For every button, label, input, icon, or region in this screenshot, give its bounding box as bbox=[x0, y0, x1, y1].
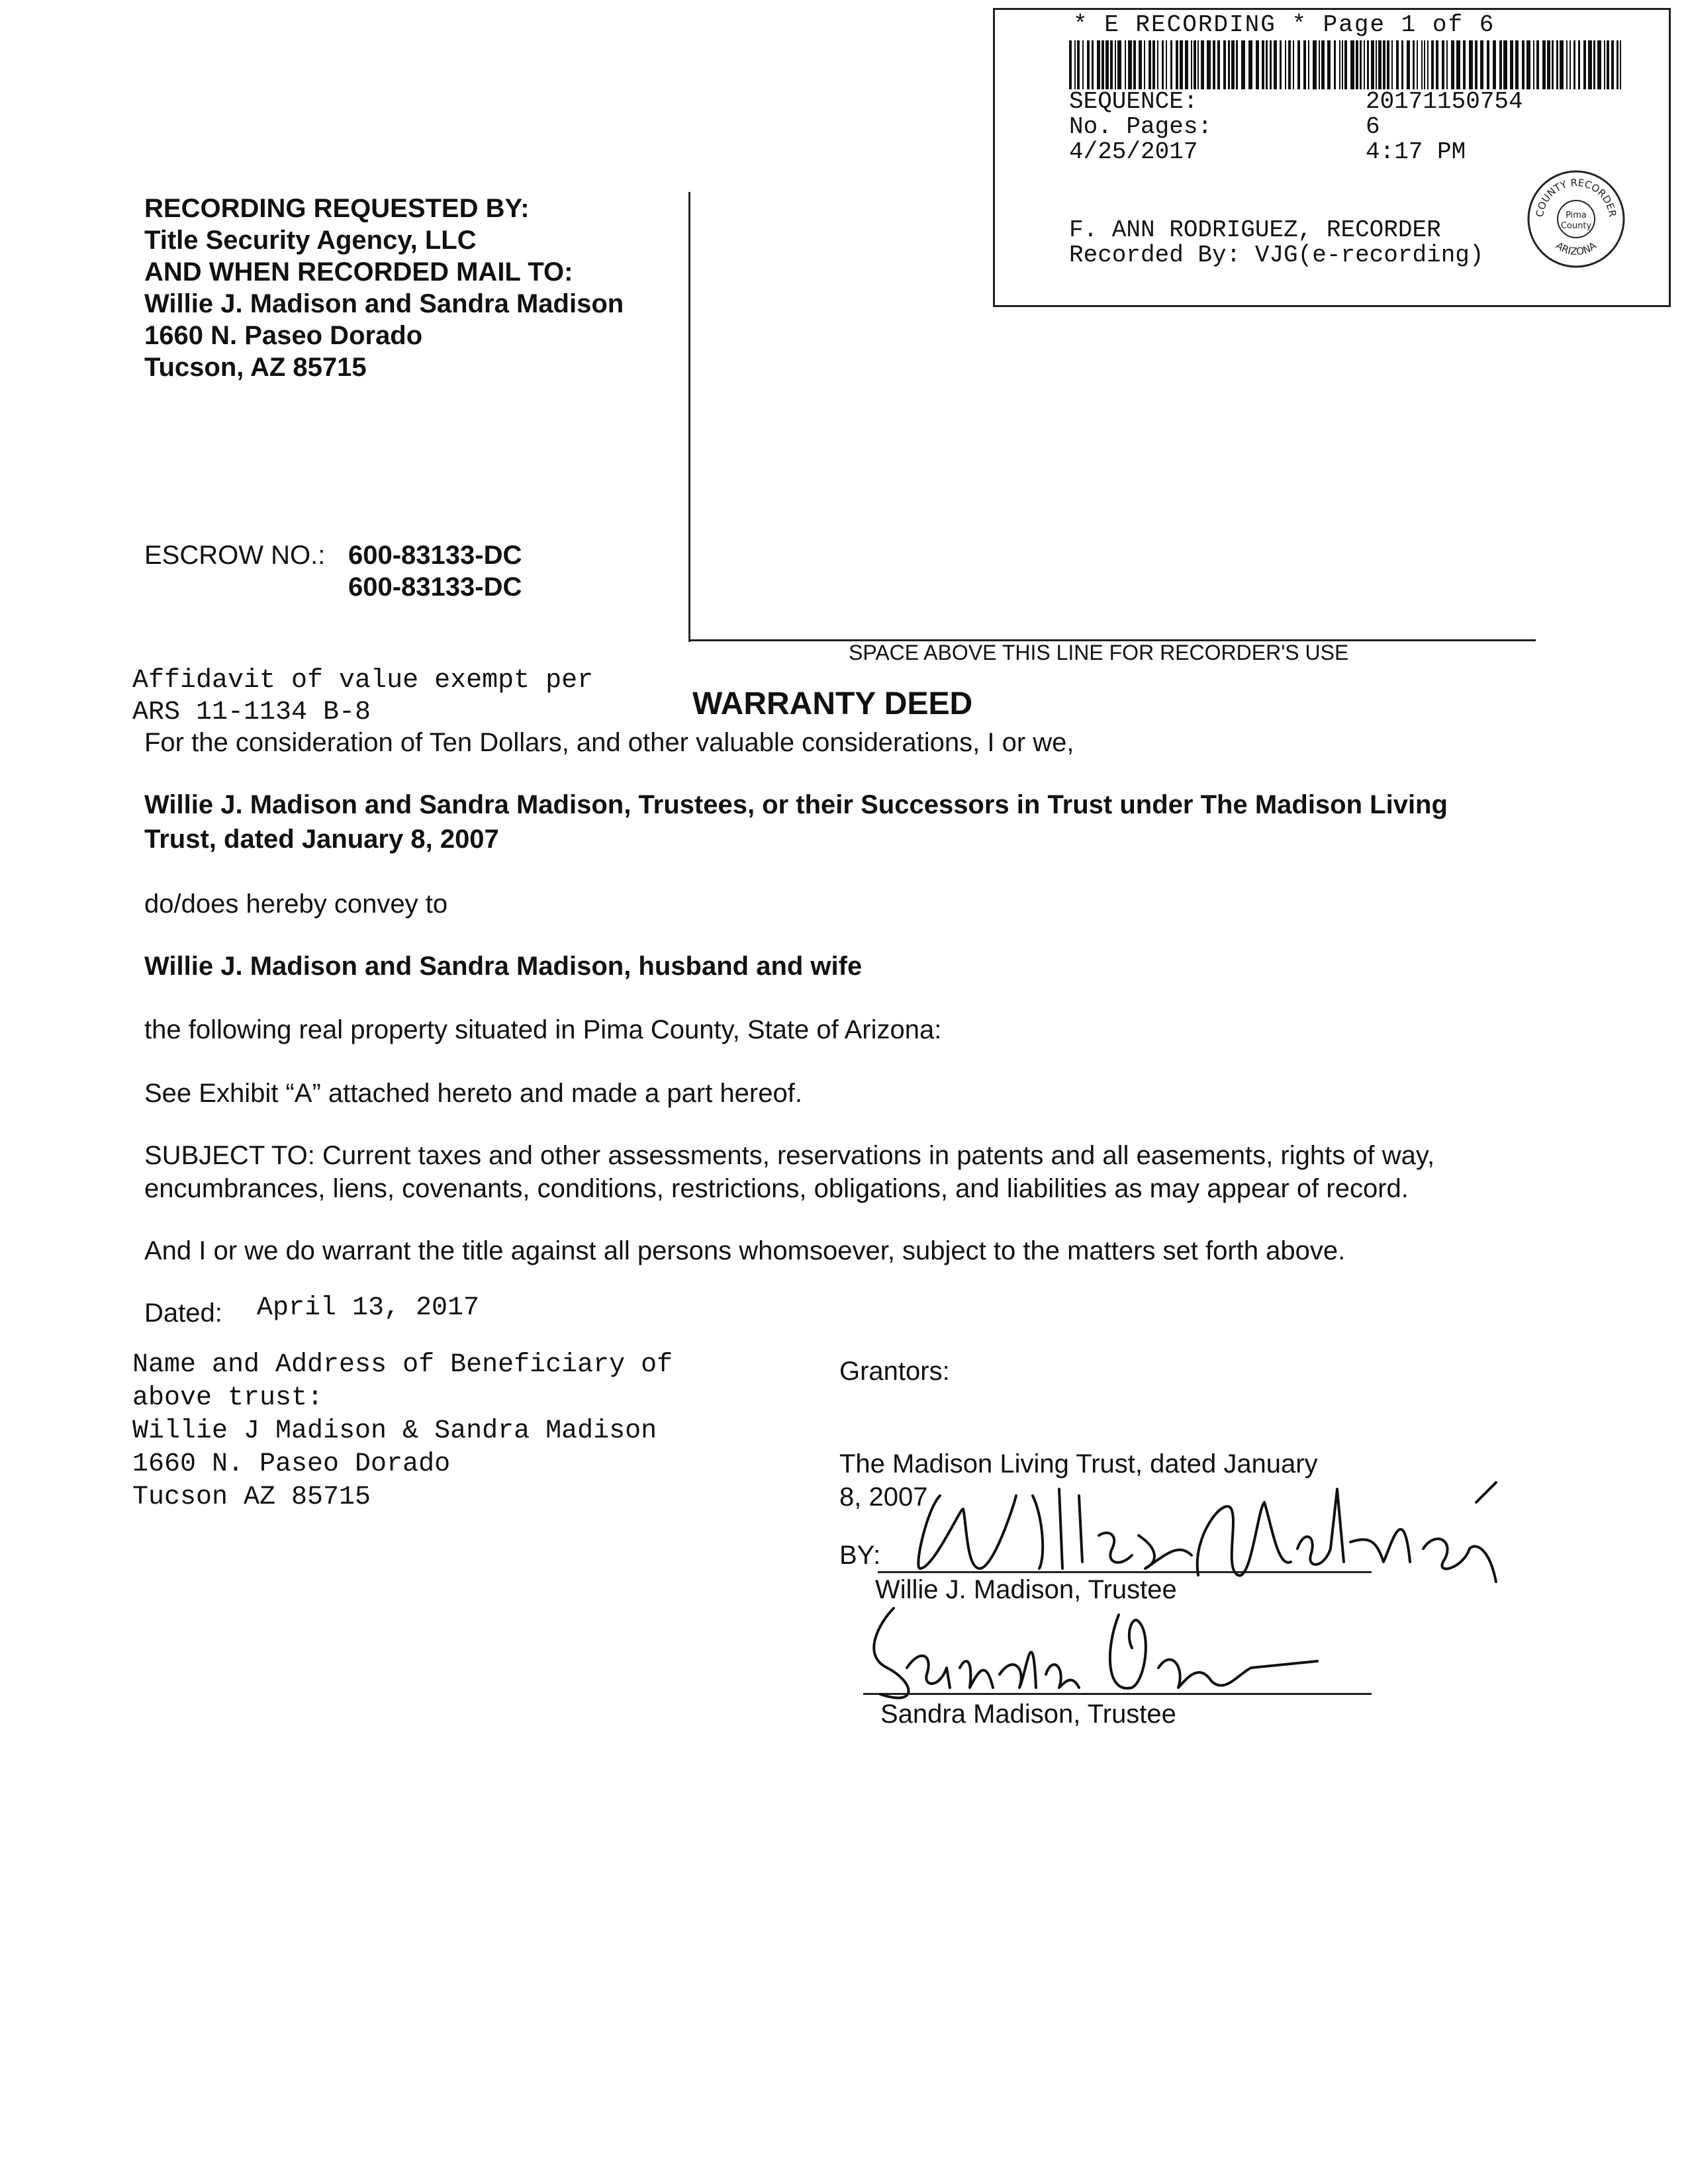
barcode-bar bbox=[1327, 40, 1331, 89]
barcode-bar bbox=[1270, 40, 1272, 89]
barcode-bar bbox=[1303, 40, 1306, 89]
barcode-bar bbox=[1197, 40, 1199, 89]
barcode bbox=[1069, 40, 1625, 89]
barcode-bar bbox=[1469, 40, 1473, 89]
barcode-bar bbox=[1105, 40, 1109, 89]
barcode-bar bbox=[1573, 40, 1575, 89]
grantors-line-1: Willie J. Madison and Sandra Madison, Trustees, or their Successors in Trust under The Madison Living bbox=[144, 790, 1448, 819]
recorder-stamp-box bbox=[993, 8, 1671, 307]
barcode-bar bbox=[1533, 40, 1534, 89]
stamp-header: * E RECORDING * Page 1 of 6 bbox=[1073, 11, 1495, 38]
recording-date: 4/25/2017 bbox=[1069, 138, 1198, 165]
barcode-bar bbox=[1451, 40, 1454, 89]
barcode-bar bbox=[1396, 40, 1399, 89]
barcode-bar bbox=[1542, 40, 1546, 89]
subject-to-line-1: SUBJECT TO: Current taxes and other assessments, reservations in patents and all easements, rights of way, bbox=[144, 1141, 1435, 1170]
signer-1-name: Willie J. Madison, Trustee bbox=[875, 1575, 1177, 1604]
escrow-number-1: 600-83133-DC bbox=[348, 541, 522, 570]
svg-text:ARIZONA bbox=[1554, 240, 1599, 258]
barcode-bar bbox=[1499, 40, 1502, 89]
barcode-bar bbox=[1360, 40, 1362, 89]
barcode-bar bbox=[1207, 40, 1211, 89]
subject-to-line-2: encumbrances, liens, covenants, conditions, restrictions, obligations, and liabilities as may appear of record. bbox=[144, 1174, 1409, 1203]
sequence-label: SEQUENCE: bbox=[1069, 88, 1198, 115]
beneficiary-line-5: Tucson AZ 85715 bbox=[132, 1482, 371, 1512]
grantors-line-2: Trust, dated January 8, 2007 bbox=[144, 825, 499, 854]
barcode-bar bbox=[1115, 40, 1116, 89]
escrow-number-2: 600-83133-DC bbox=[348, 572, 522, 602]
recorder-name: F. ANN RODRIGUEZ, RECORDER bbox=[1069, 216, 1441, 244]
signer-2-name: Sandra Madison, Trustee bbox=[880, 1700, 1176, 1729]
barcode-bar bbox=[1144, 40, 1145, 89]
beneficiary-line-4: 1660 N. Paseo Dorado bbox=[132, 1449, 451, 1479]
barcode-bar bbox=[1436, 40, 1438, 89]
barcode-bar bbox=[1371, 40, 1374, 89]
barcode-bar bbox=[1536, 40, 1539, 89]
barcode-bar bbox=[1082, 40, 1084, 89]
exhibit-text: See Exhibit “A” attached hereto and made a part hereof. bbox=[144, 1079, 802, 1108]
barcode-bar bbox=[1617, 40, 1618, 89]
barcode-bar bbox=[1611, 40, 1614, 89]
barcode-bar bbox=[1213, 40, 1215, 89]
barcode-bar bbox=[1139, 40, 1142, 89]
barcode-bar bbox=[1547, 40, 1550, 89]
consideration-text: For the consideration of Ten Dollars, and other valuable considerations, I or we, bbox=[144, 728, 1074, 757]
barcode-bar bbox=[1223, 40, 1226, 89]
recording-box-divider bbox=[688, 192, 690, 642]
requested-by-label: RECORDING REQUESTED BY: bbox=[144, 194, 530, 223]
barcode-bar bbox=[1522, 40, 1524, 89]
barcode-bar bbox=[1241, 40, 1245, 89]
signature-sandra-madison bbox=[854, 1595, 1370, 1714]
beneficiary-line-2: above trust: bbox=[132, 1383, 324, 1413]
barcode-bar bbox=[1256, 40, 1259, 89]
signature-willie-madison bbox=[880, 1469, 1529, 1602]
seal-center-text-2: County bbox=[1560, 221, 1592, 231]
barcode-bar bbox=[1367, 40, 1369, 89]
barcode-bar bbox=[1262, 40, 1264, 89]
barcode-bar bbox=[1515, 40, 1519, 89]
barcode-bar bbox=[1350, 40, 1354, 89]
sequence-value: 20171150754 bbox=[1366, 88, 1523, 115]
dated-value: April 13, 2017 bbox=[257, 1293, 480, 1323]
barcode-bar bbox=[1180, 40, 1183, 89]
barcode-bar bbox=[1297, 40, 1300, 89]
grantees-text: Willie J. Madison and Sandra Madison, husband and wife bbox=[144, 952, 863, 981]
barcode-bar bbox=[1556, 40, 1558, 89]
barcode-bar bbox=[1092, 40, 1094, 89]
barcode-bar bbox=[1401, 40, 1403, 89]
barcode-bar bbox=[1607, 40, 1609, 89]
barcode-bar bbox=[1427, 40, 1429, 89]
barcode-bar bbox=[1185, 40, 1188, 89]
barcode-bar bbox=[1566, 40, 1568, 89]
barcode-bar bbox=[1157, 40, 1158, 89]
seal-top-text: COUNTY RECORDER bbox=[1533, 176, 1619, 218]
barcode-bar bbox=[1387, 40, 1389, 89]
barcode-bar bbox=[1413, 40, 1415, 89]
pages-label: No. Pages: bbox=[1069, 113, 1213, 140]
affidavit-line-2: ARS 11-1134 B-8 bbox=[132, 698, 371, 727]
barcode-bar bbox=[1456, 40, 1460, 89]
barcode-bar bbox=[1194, 40, 1196, 89]
barcode-bar bbox=[1342, 40, 1343, 89]
grantors-label: Grantors: bbox=[839, 1357, 950, 1386]
barcode-bar bbox=[1560, 40, 1564, 89]
trust-name-line-1: The Madison Living Trust, dated January bbox=[839, 1449, 1318, 1479]
barcode-bar bbox=[1588, 40, 1592, 89]
county-recorder-seal bbox=[1524, 167, 1628, 271]
barcode-bar bbox=[1583, 40, 1586, 89]
barcode-bar bbox=[1480, 40, 1483, 89]
mail-to-label: AND WHEN RECORDED MAIL TO: bbox=[144, 257, 573, 287]
barcode-bar bbox=[1288, 40, 1291, 89]
barcode-bar bbox=[1176, 40, 1178, 89]
barcode-bar bbox=[1510, 40, 1513, 89]
mail-to-city: Tucson, AZ 85715 bbox=[144, 353, 367, 382]
barcode-bar bbox=[1503, 40, 1507, 89]
seal-bottom-text: ARIZONA bbox=[1554, 239, 1599, 258]
barcode-bar bbox=[1424, 40, 1425, 89]
barcode-bar bbox=[1248, 40, 1252, 89]
mail-to-name: Willie J. Madison and Sandra Madison bbox=[144, 289, 624, 318]
barcode-bar bbox=[1407, 40, 1410, 89]
recorded-by: Recorded By: VJG(e-recording) bbox=[1069, 242, 1484, 269]
barcode-bar bbox=[1526, 40, 1530, 89]
affidavit-line-1: Affidavit of value exempt per bbox=[132, 666, 594, 696]
barcode-bar bbox=[1110, 40, 1113, 89]
barcode-bar bbox=[1166, 40, 1167, 89]
barcode-bar bbox=[1231, 40, 1235, 89]
barcode-bar bbox=[1593, 40, 1595, 89]
barcode-bar bbox=[1493, 40, 1496, 89]
barcode-bar bbox=[1274, 40, 1277, 89]
barcode-bar bbox=[1475, 40, 1477, 89]
barcode-bar bbox=[1217, 40, 1220, 89]
by-label: BY: bbox=[839, 1541, 881, 1570]
barcode-bar bbox=[1170, 40, 1172, 89]
barcode-bar bbox=[1597, 40, 1601, 89]
barcode-bar bbox=[1228, 40, 1230, 89]
barcode-bar bbox=[1077, 40, 1080, 89]
barcode-bar bbox=[1321, 40, 1325, 89]
barcode-bar bbox=[1201, 40, 1204, 89]
barcode-bar bbox=[1383, 40, 1385, 89]
barcode-bar bbox=[1125, 40, 1126, 89]
warranty-text: And I or we do warrant the title against all persons whomsoever, subject to the matters set forth above. bbox=[144, 1236, 1346, 1265]
barcode-bar bbox=[1117, 40, 1121, 89]
property-text: the following real property situated in Pima County, State of Arizona: bbox=[144, 1015, 942, 1044]
barcode-bar bbox=[1376, 40, 1377, 89]
barcode-bar bbox=[1313, 40, 1317, 89]
trust-name-line-2: 8, 2007 bbox=[839, 1482, 928, 1512]
barcode-bar bbox=[1421, 40, 1423, 89]
barcode-bar bbox=[1442, 40, 1444, 89]
recorder-space-label: SPACE ABOVE THIS LINE FOR RECORDER'S USE bbox=[849, 641, 1349, 664]
barcode-bar bbox=[1487, 40, 1489, 89]
barcode-bar bbox=[1069, 40, 1072, 89]
barcode-bar bbox=[1604, 40, 1605, 89]
barcode-bar bbox=[1391, 40, 1393, 89]
barcode-bar bbox=[1293, 40, 1294, 89]
barcode-bar bbox=[1152, 40, 1155, 89]
barcode-bar bbox=[1364, 40, 1365, 89]
barcode-bar bbox=[1339, 40, 1340, 89]
barcode-bar bbox=[1087, 40, 1090, 89]
barcode-bar bbox=[1552, 40, 1554, 89]
barcode-bar bbox=[1378, 40, 1382, 89]
barcode-bar bbox=[1133, 40, 1136, 89]
convey-text: do/does hereby convey to bbox=[144, 889, 448, 919]
barcode-bar bbox=[1102, 40, 1104, 89]
escrow-label: ESCROW NO.: bbox=[144, 541, 326, 570]
barcode-bar bbox=[1285, 40, 1286, 89]
barcode-bar bbox=[1128, 40, 1132, 89]
barcode-bar bbox=[1463, 40, 1466, 89]
recording-time: 4:17 PM bbox=[1366, 138, 1466, 165]
barcode-bar bbox=[1308, 40, 1309, 89]
barcode-bar bbox=[1280, 40, 1282, 89]
mail-to-street: 1660 N. Paseo Dorado bbox=[144, 321, 423, 350]
beneficiary-line-1: Name and Address of Beneficiary of bbox=[132, 1350, 673, 1380]
barcode-bar bbox=[1356, 40, 1358, 89]
barcode-bar bbox=[1097, 40, 1100, 89]
requested-by-company: Title Security Agency, LLC bbox=[144, 226, 477, 255]
barcode-bar bbox=[1431, 40, 1434, 89]
dated-label: Dated: bbox=[144, 1298, 222, 1328]
barcode-bar bbox=[1074, 40, 1076, 89]
seal-center-text-1: Pima bbox=[1566, 210, 1587, 220]
barcode-bar bbox=[1319, 40, 1320, 89]
barcode-bar bbox=[1578, 40, 1580, 89]
barcode-bar bbox=[1620, 40, 1621, 89]
beneficiary-line-3: Willie J Madison & Sandra Madison bbox=[132, 1416, 657, 1446]
barcode-bar bbox=[1191, 40, 1192, 89]
barcode-bar bbox=[1344, 40, 1347, 89]
document-title: WARRANTY DEED bbox=[692, 686, 973, 721]
barcode-bar bbox=[1236, 40, 1238, 89]
barcode-bar bbox=[1446, 40, 1448, 89]
barcode-bar bbox=[1149, 40, 1151, 89]
barcode-bar bbox=[1162, 40, 1164, 89]
barcode-bar bbox=[1417, 40, 1418, 89]
barcode-bar bbox=[1334, 40, 1336, 89]
barcode-bar bbox=[1570, 40, 1571, 89]
barcode-bar bbox=[1266, 40, 1268, 89]
pages-value: 6 bbox=[1366, 113, 1380, 140]
